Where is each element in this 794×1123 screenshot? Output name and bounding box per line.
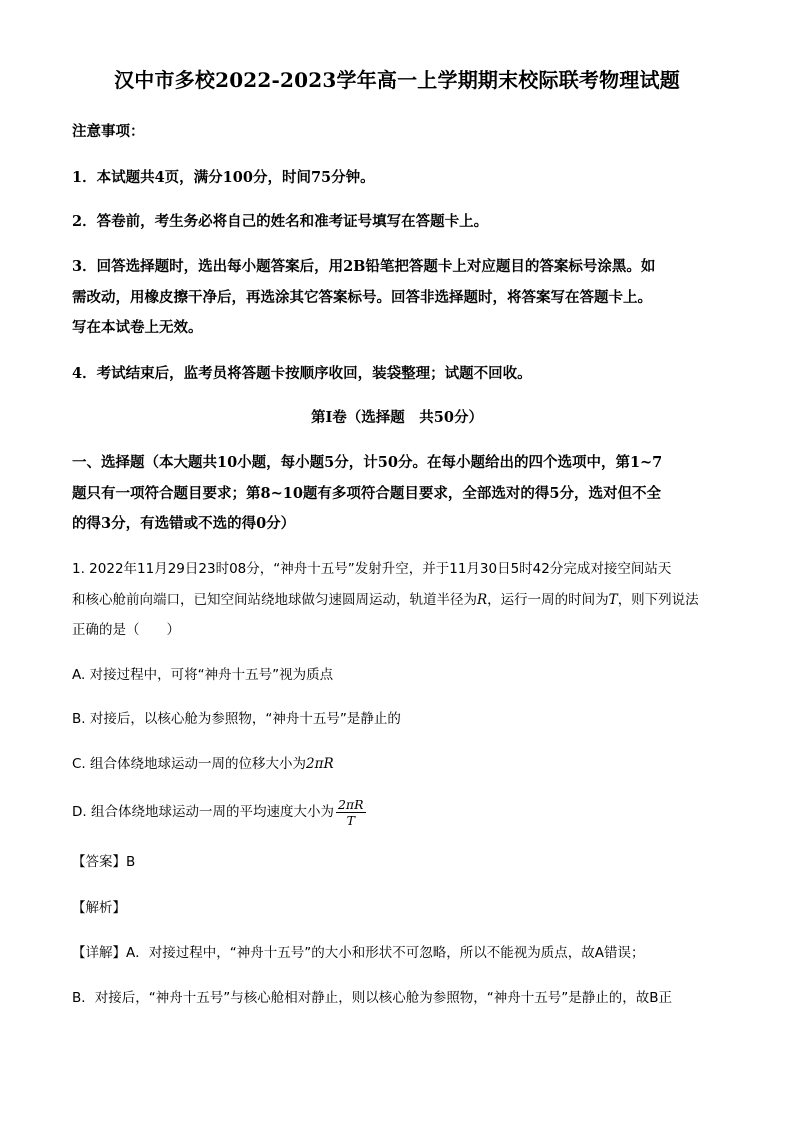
question-1-stem-line-2 [72, 590, 732, 610]
question-1-stem-line-1: 1. 2022年11月29日23时08分，“神舟十五号”发射升空，并于11月30日5时42分完成对接空间站天 [72, 561, 672, 577]
answer-label: 【答案】 [72, 854, 126, 870]
variable-t: T [608, 592, 618, 608]
option-a: A. 对接过程中，可将“神舟十五号”视为质点 [72, 667, 334, 683]
stem-line-2-mid: ，运行一周的时间为 [487, 592, 609, 608]
notice-item-3-line-1: 3．回答选择题时，选出每小题答案后，用2B铅笔把答题卡上对应题目的答案标号涂黑。如 [72, 258, 656, 275]
section-intro-line-2: 题只有一项符合题目要求；第8~10题有多项符合题目要求，全部选对的得5分，选对但不全 [72, 485, 662, 502]
question-1-stem-line-3: 正确的是（ ） [72, 622, 180, 638]
notice-item-3-line-2: 需改动，用橡皮擦干净后，再选涂其它答案标号。回答非选择题时，将答案写在答题卡上。 [72, 289, 652, 306]
option-b: B. 对接后，以核心舱为参照物，“神舟十五号”是静止的 [72, 711, 401, 727]
notice-heading: 注意事项： [72, 123, 145, 140]
option-c [72, 754, 732, 774]
option-c-formula: 2πR [306, 756, 334, 772]
fraction-denominator: T [346, 812, 355, 828]
option-d-fraction [336, 797, 366, 828]
notice-item-3-line-3: 写在本试卷上无效。 [72, 319, 203, 336]
detail-line-2: B．对接后，“神舟十五号”与核心舱相对静止，则以核心舱为参照物，“神舟十五号”是静止的，故B正 [72, 990, 672, 1006]
notice-item-1: 1．本试题共4页，满分100分，时间75分钟。 [72, 169, 375, 186]
stem-line-2-suffix: ，则下列说法 [617, 592, 699, 608]
option-d [72, 795, 732, 829]
option-c-text: C. 组合体绕地球运动一周的位移大小为 [72, 756, 307, 772]
detail-line-1: 【详解】A．对接过程中，“神舟十五号”的大小和形状不可忽略，所以不能视为质点，故A错误； [72, 945, 645, 961]
section-title: 第Ⅰ卷（选择题 共50分） [311, 409, 483, 426]
page-title: 汉中市多校2022-2023学年高一上学期期末校际联考物理试题 [114, 68, 680, 92]
fraction-numerator: 2πR [337, 796, 364, 812]
stem-line-2-prefix: 和核心舱前向端口，已知空间站绕地球做匀速圆周运动，轨道半径为 [72, 592, 477, 608]
option-d-text: D. 组合体绕地球运动一周的平均速度大小为 [72, 804, 334, 820]
answer-value: B [126, 854, 136, 870]
notice-item-4: 4．考试结束后，监考员将答题卡按顺序收回，装袋整理；试题不回收。 [72, 365, 532, 382]
section-intro-line-1: 一、选择题（本大题共10小题，每小题5分，计50分。在每小题给出的四个选项中，第1~7 [72, 454, 663, 471]
analysis-label: 【解析】 [72, 900, 126, 916]
notice-item-2: 2．答卷前，考生务必将自己的姓名和准考证号填写在答题卡上。 [72, 213, 489, 230]
answer-line [72, 852, 732, 872]
variable-r: R [477, 592, 488, 608]
section-intro-line-3: 的得3分，有选错或不选的得0分） [72, 515, 296, 532]
